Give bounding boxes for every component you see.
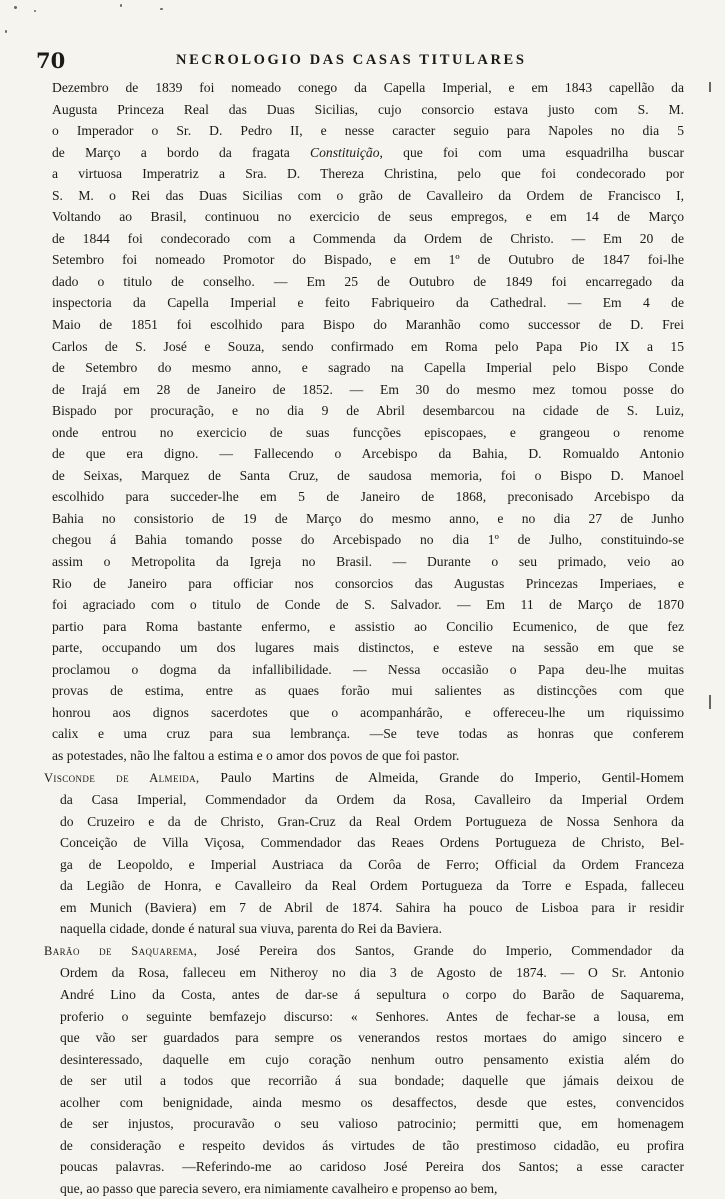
text-line: as potestades, não lhe faltou a estima e o amor dos povos de que foi pastor.: [52, 747, 460, 763]
paragraph-continuation: [52, 77, 684, 767]
ink-speck: [160, 8, 163, 10]
text-line: Voltando ao Brasil, continuou no exercicio de seus empregos, e em 14 de Março: [52, 209, 684, 225]
text-line: de que era digno. — Fallecendo o Arcebispo da Bahia, D. Romualdo Antonio: [52, 446, 684, 462]
text-line: da Legião de Honra, e Cavalleiro da Real Ordem Portugueza da Torre e Espada, falleceu: [60, 878, 684, 894]
text-line: Bispado por procuração, e no dia 9 de Abril desembarcou na cidade de S. Luiz,: [52, 403, 684, 419]
text-line: da Casa Imperial, Commendador da Ordem da Rosa, Cavalleiro da Imperial Ordem: [60, 792, 684, 808]
margin-mark: [709, 695, 711, 709]
entry-heading: Visconde de Almeida,: [44, 770, 200, 785]
entry-text: José Pereira dos Santos, Grande do Imperio, Commendador da: [197, 942, 684, 958]
ink-speck: [14, 6, 17, 9]
text-line: partio para Roma bastante enfermo, e assistio ao Concilio Ecumenico, de que fez: [52, 618, 684, 634]
entry-text: Paulo Martins de Almeida, Grande do Imperio, Gentil-Homem: [199, 769, 684, 785]
text-line: proclamou o dogma da infallibilidade. — Nessa occasião o Papa deu-lhe muitas: [52, 661, 684, 677]
body-text: [44, 77, 684, 1199]
text-line: Setembro foi nomeado Promotor do Bispado, e em 1º de Outubro de 1847 foi-lhe: [52, 252, 684, 268]
paragraph-visconde-de-almeida: [44, 767, 684, 940]
text-line: que, ao passo que parecia severo, era nimiamente cavalheiro e propenso ao bem,: [60, 1180, 498, 1196]
text-line: calix e uma cruz para sua lembrança. —Se teve todas as honras que conferem: [52, 726, 684, 742]
margin-mark: [709, 82, 711, 92]
text-line: proferio o seguinte bemfazejo discurso: « Senhores. Antes de fechar-se a lousa, em: [60, 1008, 684, 1024]
text-line: S. M. o Rei das Duas Sicilias com o grão de Cavalleiro da Ordem de Francisco I,: [52, 187, 684, 203]
text-line: dado o titulo de conselho. — Em 25 de Outubro de 1849 foi encarregado da: [52, 273, 684, 289]
text-line: desinteressado, daquelle em cujo coração nenhum outro pensamento existia além do: [60, 1051, 684, 1067]
text-line: poucas palavras. —Referindo-me ao caridoso José Pereira dos Santos; a esse caracter: [60, 1159, 684, 1175]
text-line: foi agraciado com o titulo de Conde de S. Salvador. — Em 11 de Março de 1870: [52, 597, 684, 613]
text-line: inspectoria da Capella Imperial e feito Fabriqueiro da Cathedral. — Em 4 de: [52, 295, 684, 311]
text-line: naquella cidade, donde é natural sua viuva, parenta do Rei da Baviera.: [60, 921, 442, 937]
text-line: o Imperador o Sr. D. Pedro II, e nesse caracter seguio para Napoles no dia 5: [52, 123, 684, 139]
text-line: de Março a bordo da fragata Constituição, que foi com uma esquadrilha buscar: [52, 144, 684, 160]
text-line: provas de estima, entre as quaes forão mui salientes as distincções com que: [52, 683, 684, 699]
page-number: 70: [36, 48, 66, 73]
ink-speck: [34, 10, 36, 12]
text-line: Carlos de S. José e Souza, sendo confirmado em Roma pelo Papa Pio IX a 15: [52, 338, 684, 354]
text-line: André Lino da Costa, antes de dar-se á sepultura o corpo do Barão de Saquarema,: [60, 986, 684, 1002]
text-line: de consideração e respeito devidos ás virtudes de tão prestimoso cidadão, eu profira: [60, 1137, 684, 1153]
text-line: assim o Metropolita da Igreja no Brasil. — Durante o seu primado, veio ao: [52, 554, 684, 570]
ink-speck: [120, 4, 122, 7]
text-line: a virtuosa Imperatriz a Sra. D. Thereza Christina, pelo que foi condecorado por: [52, 166, 684, 182]
text-line: Rio de Janeiro para officiar nos consorcios das Augustas Princezas Imperiaes, e: [52, 575, 684, 591]
ink-speck: [5, 30, 7, 33]
text-line: em Munich (Baviera) em 7 de Abril de 1874. Sahira ha pouco de Lisboa para ir residir: [60, 899, 684, 915]
entry-heading: Barão de Saquarema,: [44, 943, 198, 958]
text-line: honrou aos dignos sacerdotes que o acompanhárão, e offereceu-lhe um riquissimo: [52, 704, 684, 720]
text-line: de Irajá em 28 de Janeiro de 1852. — Em 30 do mesmo mez tomou posse do: [52, 381, 684, 397]
text-line: [44, 940, 684, 963]
text-line: Maio de 1851 foi escolhido para Bispo do Maranhão como successor de D. Frei: [52, 317, 684, 333]
text-line: de ser util a todos que recorrião á sua bondade; daquelle que jámais deixou de: [60, 1073, 684, 1089]
page-header: [36, 48, 686, 72]
text-line: chegou á Bahia tomando posse do Arcebispado no dia 1º de Julho, constituindo-se: [52, 532, 684, 548]
text-line: de 1844 foi condecorado com a Commenda da Ordem de Christo. — Em 20 de: [52, 230, 684, 246]
running-title: NECROLOGIO DAS CASAS TITULARES: [176, 52, 527, 68]
text-line: Bahia no consistorio de 19 de Março do mesmo anno, e no dia 27 de Junho: [52, 510, 684, 526]
text-line: do Cruzeiro e da de Christo, Gran-Cruz da Real Ordem Portugueza de Nossa Senhora da: [60, 813, 684, 829]
paragraph-barao-de-saquarema: [44, 940, 684, 1199]
text-line: Conceição de Villa Viçosa, Commendador das Reaes Ordens Portugueza de Christo, Bel-: [60, 835, 684, 851]
text-line: de Setembro do mesmo anno, e sagrado na Capella Imperial pelo Bispo Conde: [52, 360, 684, 376]
italic-term: Constituição: [310, 144, 380, 160]
text-line: escolhido para succeder-lhe em 5 de Janeiro de 1868, preconisado Arcebispo da: [52, 489, 684, 505]
text-line: Augusta Princeza Real das Duas Sicilias, cujo consorcio estava justo com S. M.: [52, 101, 684, 117]
text-line: Ordem da Rosa, falleceu em Nitheroy no dia 3 de Agosto de 1874. — O Sr. Antonio: [60, 965, 684, 981]
text-line: ga de Leopoldo, e Imperial Austriaca da Corôa de Ferro; Official da Ordem Franceza: [60, 856, 684, 872]
text-line: Dezembro de 1839 foi nomeado conego da Capella Imperial, e em 1843 capellão da: [52, 80, 684, 95]
text-line: que vão ser guardados para sempre os venerandos restos mortaes do amigo sincero e: [60, 1030, 684, 1046]
text-line: parte, occupando um dos lugares mais distinctos, e esteve na sessão em que se: [52, 640, 684, 656]
text-line: de ser injustos, procuravão o seu valioso patrocinio; permitti que, em homenagem: [60, 1116, 684, 1132]
text-line: [44, 767, 684, 790]
text-line: acolher com benignidade, ainda mesmo os desaffectos, desde que estes, convencidos: [60, 1094, 684, 1110]
text-line: onde entrou no exercicio de suas funcções episcopaes, e grangeou o renome: [52, 424, 684, 440]
text-line: de Seixas, Marquez de Santa Cruz, de saudosa memoria, foi o Bispo D. Manoel: [52, 467, 684, 483]
